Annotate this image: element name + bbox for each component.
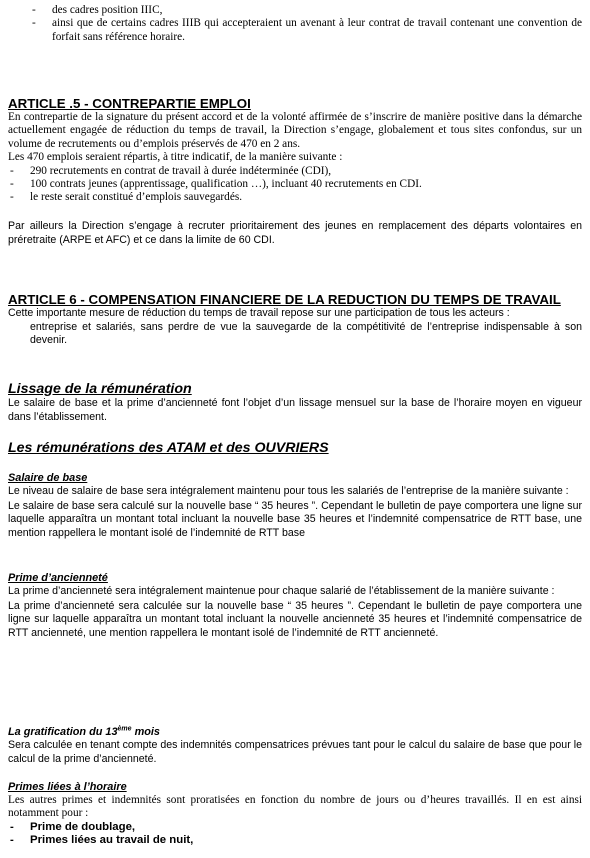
article-5-title: ARTICLE .5 - CONTREPARTIE EMPLOI (8, 96, 251, 111)
primes-list (8, 821, 582, 848)
list-item: - Primes liées au travail de nuit, (10, 834, 194, 847)
top-list (8, 4, 582, 44)
list-item-text: Primes liées au travail de nuit, (30, 834, 194, 847)
article-6-intro-line-1: Cette importante mesure de réduction du temps de travail repose sur une participation de tous les acteurs : (8, 307, 510, 319)
article-6-intro-rest: entreprise et salariés, sans perdre de vue la sauvegarde de la compétitivité de l’entreprise indispensable à son devenir. (30, 320, 582, 347)
list-item: - 290 recrutements en contrat de travail à durée indéterminée (CDI), (10, 164, 332, 177)
list-item: - des cadres position IIIC, (32, 4, 163, 16)
article-6-title: ARTICLE 6 - COMPENSATION FINANCIERE DE LA REDUCTION DU TEMPS DE TRAVAIL (8, 292, 561, 307)
salaire-para-2: Le salaire de base sera calculé sur la nouvelle base “ 35 heures ”. Cependant le bulletin de paye comportera une ligne sur laquelle apparaîtra un montant total incluant la nouvelle base 35 heures et l’indemnité compensatrice de RTT base, une mention rappellera le montant isolé de l’indemnité de RTT base (8, 499, 582, 539)
list-item-text: 100 contrats jeunes (apprentissage, qualification …), incluant 40 recrutements en CDI. (30, 178, 422, 191)
gratification-section (8, 725, 582, 766)
list-item: - 100 contrats jeunes (apprentissage, qualification …), incluant 40 recrutements en CDI. (10, 178, 422, 191)
gratification-title-main: La gratification du 13 (8, 726, 118, 738)
gratification-title (8, 725, 582, 739)
list-item-text: Prime de doublage, (30, 820, 136, 833)
list-item: - ainsi que de certains cadres IIIB qui accepteraient un avenant à leur contrat de travail contenant une convention de forfait sans référence horaire. (32, 17, 582, 43)
prime-anciennete (8, 571, 582, 640)
list-item-text: le reste serait constitué d’emplois sauvegardés. (30, 191, 243, 204)
lissage-section (8, 381, 582, 424)
salaire-de-base (8, 471, 582, 540)
article-5 (8, 96, 582, 205)
lissage-title: Lissage de la rémunération (8, 381, 192, 397)
gratification-title-end: mois (131, 726, 160, 738)
list-item-text: ainsi que de certains cadres IIIB qui accepteraient un avenant à leur contrat de travail contenant une convention de forfait sans référence horaire. (52, 17, 582, 43)
list-item-text: 290 recrutements en contrat de travail à durée indéterminée (CDI), (30, 164, 332, 177)
prime-title: Prime d’ancienneté (8, 572, 108, 584)
article-5-para-2: Les 470 emplois seraient répartis, à titre indicatif, de la manière suivante : (8, 151, 343, 164)
article-6 (8, 292, 582, 348)
gratification-title-sup: ème (117, 725, 132, 733)
article-5-list (8, 165, 582, 205)
prime-para-2: La prime d’ancienneté sera calculée sur la nouvelle base “ 35 heures ”. Cependant le bulletin de paye comportera une ligne sur laquelle apparaîtra un montant total incluant la nouvelle ancienneté 35 heures et l’indemnité compensatrice de RTT ancienneté, une mention rappellera le montant isolé de l’indemnité de RTT ancienneté. (8, 599, 582, 639)
list-item: - Prime de doublage, (10, 820, 136, 833)
list-item-text: des cadres position IIIC, (52, 4, 163, 16)
primes-title: Primes liées à l’horaire (8, 781, 127, 793)
lissage-text: Le salaire de base et la prime d’ancienneté font l’objet d’un lissage mensuel sur la base de l’horaire moyen en vigueur dans l’établissement. (8, 397, 582, 423)
article-5-para-3: Par ailleurs la Direction s’engage à recruter prioritairement des jeunes en remplacement des départs volontaires en préretraite (ARPE et AFC) et ce dans la limite de 60 CDI. (8, 220, 582, 246)
gratification-text: Sera calculée en tenant compte des indemnités compensatrices prévues tant pour le calcul du salaire de base que pour le calcul de la prime d’ancienneté. (8, 739, 582, 765)
atam-section (8, 440, 582, 456)
primes-section (8, 780, 582, 848)
salaire-title: Salaire de base (8, 472, 88, 484)
salaire-para-1: Le niveau de salaire de base sera intégralement maintenu pour tous les salariés de l’entreprise de la manière suivante : (8, 485, 569, 497)
list-item: - le reste serait constitué d’emplois sauvegardés. (10, 191, 243, 204)
primes-text: Les autres primes et indemnités sont proratisées en fonction du nombre de jours ou d’heures travaillés. Il en est ainsi notamment pour : (8, 794, 582, 820)
prime-para-1: La prime d’ancienneté sera intégralement maintenue pour chaque salarié de l’établissement de la manière suivante : (8, 585, 555, 597)
article-5-para-1: En contrepartie de la signature du présent accord et de la volonté affirmée de s’inscrire de manière positive dans la démarche actuellement engagée de réduction du temps de travail, la Direction s’engage, globalement et tous sites confondus, sur un volume de recrutements ou d’emplois préservés de 470 en 2 ans. (8, 111, 582, 150)
atam-title: Les rémunérations des ATAM et des OUVRIERS (8, 440, 329, 456)
